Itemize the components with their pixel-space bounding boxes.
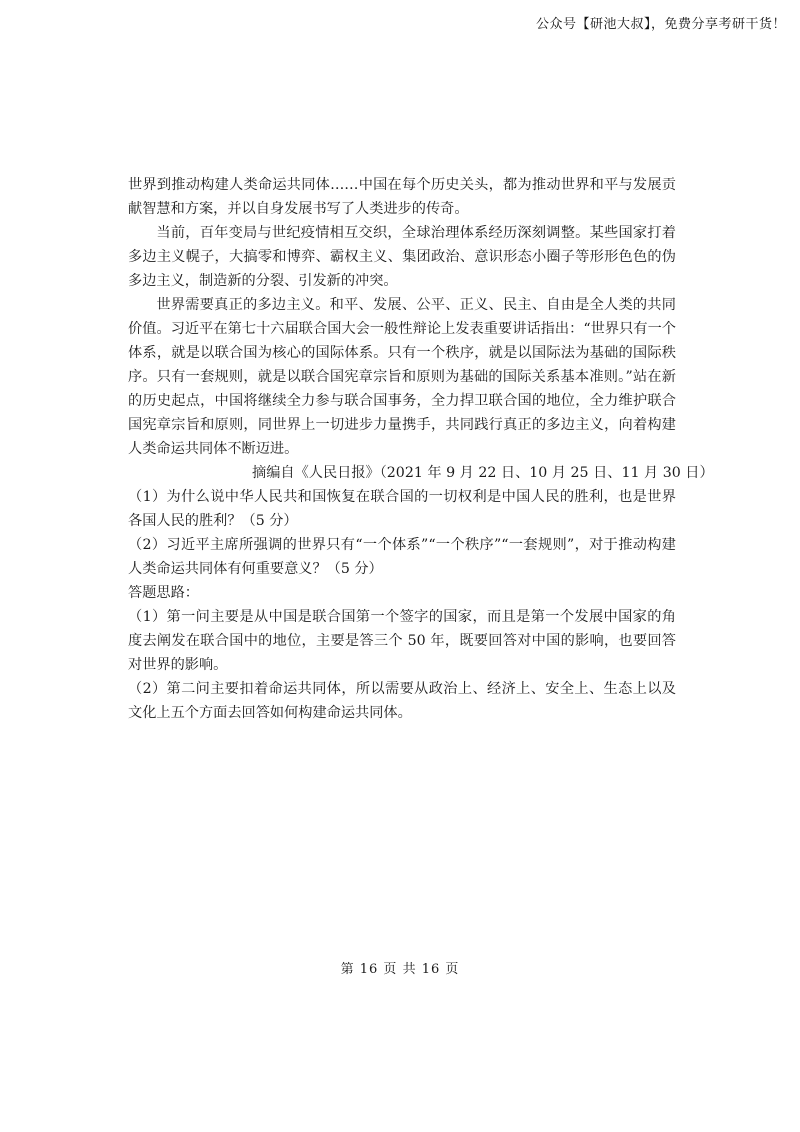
paragraph-2: 当前，百年变局与世纪疫情相互交织，全球治理体系经历深刻调整。某些国家打着多边主义幌子，大搞零和博弈、霸权主义、集团政治、意识形态小圈子等形形色色的伪多边主义，制造新的分裂、引发新的冲突。 — [128, 225, 676, 289]
paragraph-1: 世界到推动构建人类命运共同体……中国在每个历史关头，都为推动世界和平与发展贡献智慧和方案，并以自身发展书写了人类进步的传奇。 — [128, 177, 676, 217]
source-citation: 摘编自《人民日报》（2021 年 9 月 22 日、10 月 25 日、11 月 30 日） — [252, 465, 714, 481]
question-1: （1）为什么说中华人民共和国恢复在联合国的一切权利是中国人民的胜利，也是世界各国人民的胜利？（5 分） — [128, 489, 676, 529]
answer-2: （2）第二问主要扣着命运共同体，所以需要从政治上、经济上、安全上、生态上以及文化上五个方面去回答如何构建命运共同体。 — [128, 681, 676, 721]
question-2: （2）习近平主席所强调的世界只有“一个体系”“一个秩序”“一套规则”，对于推动构建人类命运共同体有何重要意义？（5 分） — [128, 537, 676, 577]
answer-heading: 答题思路： — [128, 585, 199, 601]
answer-1: （1）第一问主要是从中国是联合国第一个签字的国家，而且是第一个发展中国家的角度去阐发在联合国中的地位，主要是答三个 50 年，既要回答对中国的影响，也要回答对世界的影响。 — [128, 609, 676, 673]
document-body — [128, 173, 714, 725]
page-footer: 第 16 页 共 16 页 — [340, 962, 460, 977]
watermark-text: 公众号【研池大叔】，免费分享考研干货！ — [535, 17, 786, 32]
paragraph-3: 世界需要真正的多边主义。和平、发展、公平、正义、民主、自由是全人类的共同价值。习近平在第七十六届联合国大会一般性辩论上发表重要讲话指出：“世界只有一个体系，就是以联合国为核心的国际体系。只有一个秩序，就是以国际法为基础的国际秩序。只有一套规则，就是以联合国宪章宗旨和原则为基础的国际关系基本准则。”站在新的历史起点，中国将继续全力参与联合国事务，全力捍卫联合国的地位，全力维护联合国宪章宗旨和原则，同世界上一切进步力量携手，共同践行真正的多边主义，向着构建人类命运共同体不断迈进。 — [128, 297, 676, 457]
